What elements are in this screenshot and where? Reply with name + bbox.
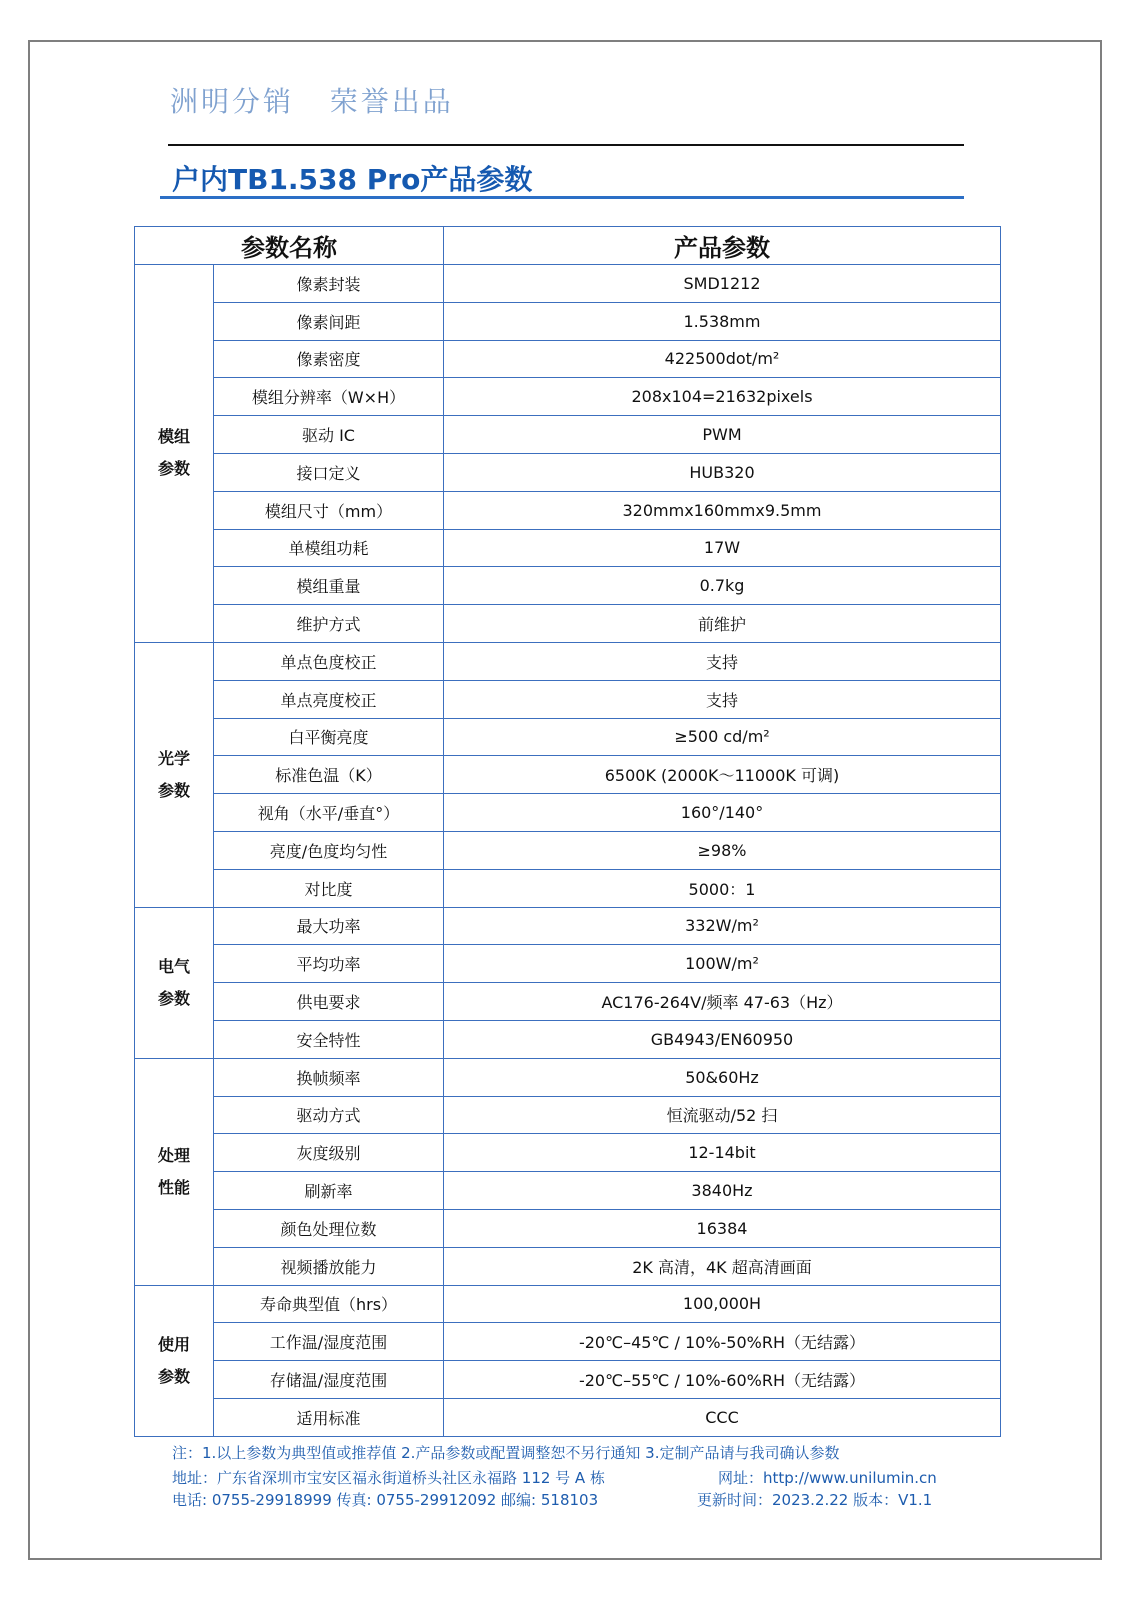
- param-name: 像素封装: [214, 265, 444, 303]
- param-value: -20℃–55℃ / 10%-60%RH（无结露）: [444, 1361, 1001, 1399]
- param-value: 160°/140°: [444, 794, 1001, 832]
- group-label-text: 电气参数: [157, 956, 190, 1008]
- param-value: 1.538mm: [444, 302, 1001, 340]
- param-name: 最大功率: [214, 907, 444, 945]
- param-name: 单点亮度校正: [214, 680, 444, 718]
- param-value: 16384: [444, 1209, 1001, 1247]
- group-label-text: 使用参数: [157, 1334, 190, 1386]
- footer-address: 地址：广东省深圳市宝安区福永街道桥头社区永福路 112 号 A 栋: [172, 1469, 605, 1487]
- table-row: [135, 605, 1001, 643]
- table-header-row: [135, 227, 1001, 265]
- param-value: PWM: [444, 416, 1001, 454]
- param-value: 5000：1: [444, 869, 1001, 907]
- param-name: 工作温/湿度范围: [214, 1323, 444, 1361]
- param-value: 422500dot/m²: [444, 340, 1001, 378]
- param-value: 332W/m²: [444, 907, 1001, 945]
- footnote: 注：1.以上参数为典型值或推荐值 2.产品参数或配置调整恕不另行通知 3.定制产品请与我司确认参数: [172, 1444, 840, 1462]
- param-value: 支持: [444, 642, 1001, 680]
- param-value: 208x104=21632pixels: [444, 378, 1001, 416]
- param-name: 灰度级别: [214, 1134, 444, 1172]
- spec-table: [134, 226, 1001, 1437]
- table-row: [135, 1247, 1001, 1285]
- footer-website: 网址：http://www.unilumin.cn: [718, 1469, 937, 1487]
- table-row: [135, 718, 1001, 756]
- table-row: [135, 1096, 1001, 1134]
- param-value: 前维护: [444, 605, 1001, 643]
- header-rule: [168, 144, 964, 146]
- param-value: 50&60Hz: [444, 1058, 1001, 1096]
- group-label-text: 处理性能: [157, 1145, 190, 1197]
- param-name: 亮度/色度均匀性: [214, 831, 444, 869]
- table-row: [135, 491, 1001, 529]
- param-value: HUB320: [444, 453, 1001, 491]
- param-name: 驱动 IC: [214, 416, 444, 454]
- param-name: 单点色度校正: [214, 642, 444, 680]
- param-name: 视频播放能力: [214, 1247, 444, 1285]
- param-name: 颜色处理位数: [214, 1209, 444, 1247]
- param-value: 恒流驱动/52 扫: [444, 1096, 1001, 1134]
- param-value: 2K 高清，4K 超高清画面: [444, 1247, 1001, 1285]
- param-name: 接口定义: [214, 453, 444, 491]
- param-name: 对比度: [214, 869, 444, 907]
- brand-slogan: 洲明分销 荣誉出品: [170, 85, 454, 118]
- param-name: 像素间距: [214, 302, 444, 340]
- table-row: [135, 567, 1001, 605]
- table-row: [135, 1398, 1001, 1436]
- footer-update: 更新时间：2023.2.22 版本：V1.1: [697, 1491, 933, 1509]
- table-row: [135, 756, 1001, 794]
- table-row: [135, 453, 1001, 491]
- group-label-text: 光学参数: [157, 748, 190, 800]
- param-name: 换帧频率: [214, 1058, 444, 1096]
- param-value: ≥500 cd/m²: [444, 718, 1001, 756]
- group-label: [135, 907, 214, 1058]
- param-value: 100W/m²: [444, 945, 1001, 983]
- param-name: 模组重量: [214, 567, 444, 605]
- param-value: AC176-264V/频率 47-63（Hz）: [444, 983, 1001, 1021]
- param-value: 0.7kg: [444, 567, 1001, 605]
- table-row: [135, 1172, 1001, 1210]
- param-value: 支持: [444, 680, 1001, 718]
- param-value: 6500K (2000K～11000K 可调): [444, 756, 1001, 794]
- table-row: [135, 831, 1001, 869]
- table-row: [135, 945, 1001, 983]
- group-label-text: 模组参数: [157, 427, 190, 479]
- table-row: [135, 416, 1001, 454]
- table-row: [135, 265, 1001, 303]
- table-row: [135, 302, 1001, 340]
- group-label: [135, 642, 214, 907]
- param-name: 维护方式: [214, 605, 444, 643]
- param-name: 单模组功耗: [214, 529, 444, 567]
- table-row: [135, 529, 1001, 567]
- table-row: [135, 983, 1001, 1021]
- table-row: [135, 1285, 1001, 1323]
- title-underline: [160, 196, 964, 199]
- param-value: -20℃–45℃ / 10%-50%RH（无结露）: [444, 1323, 1001, 1361]
- col-header-value: 产品参数: [444, 227, 1001, 265]
- param-name: 适用标准: [214, 1398, 444, 1436]
- param-value: 12-14bit: [444, 1134, 1001, 1172]
- param-value: GB4943/EN60950: [444, 1020, 1001, 1058]
- param-value: ≥98%: [444, 831, 1001, 869]
- table-row: [135, 869, 1001, 907]
- table-row: [135, 1020, 1001, 1058]
- param-name: 存储温/湿度范围: [214, 1361, 444, 1399]
- table-row: [135, 680, 1001, 718]
- param-name: 白平衡亮度: [214, 718, 444, 756]
- param-value: 3840Hz: [444, 1172, 1001, 1210]
- param-name: 安全特性: [214, 1020, 444, 1058]
- table-row: [135, 907, 1001, 945]
- table-row: [135, 378, 1001, 416]
- table-row: [135, 642, 1001, 680]
- table-row: [135, 340, 1001, 378]
- param-value: 100,000H: [444, 1285, 1001, 1323]
- table-row: [135, 1323, 1001, 1361]
- spec-table-body: [135, 265, 1001, 1437]
- param-name: 像素密度: [214, 340, 444, 378]
- param-name: 寿命典型值（hrs）: [214, 1285, 444, 1323]
- document-title: 户内TB1.538 Pro产品参数: [172, 163, 533, 196]
- param-name: 视角（水平/垂直°）: [214, 794, 444, 832]
- param-name: 平均功率: [214, 945, 444, 983]
- param-name: 驱动方式: [214, 1096, 444, 1134]
- group-label: [135, 1058, 214, 1285]
- footer-contact: 电话: 0755-29918999 传真: 0755-29912092 邮编: 518103: [172, 1491, 599, 1509]
- param-value: 17W: [444, 529, 1001, 567]
- param-value: 320mmx160mmx9.5mm: [444, 491, 1001, 529]
- param-name: 刷新率: [214, 1172, 444, 1210]
- param-value: CCC: [444, 1398, 1001, 1436]
- param-name: 模组尺寸（mm）: [214, 491, 444, 529]
- col-header-name: 参数名称: [135, 227, 444, 265]
- param-name: 供电要求: [214, 983, 444, 1021]
- group-label: [135, 265, 214, 643]
- table-row: [135, 1361, 1001, 1399]
- table-row: [135, 794, 1001, 832]
- table-row: [135, 1058, 1001, 1096]
- table-row: [135, 1209, 1001, 1247]
- param-value: SMD1212: [444, 265, 1001, 303]
- group-label: [135, 1285, 214, 1436]
- table-row: [135, 1134, 1001, 1172]
- param-name: 模组分辨率（W×H）: [214, 378, 444, 416]
- param-name: 标准色温（K）: [214, 756, 444, 794]
